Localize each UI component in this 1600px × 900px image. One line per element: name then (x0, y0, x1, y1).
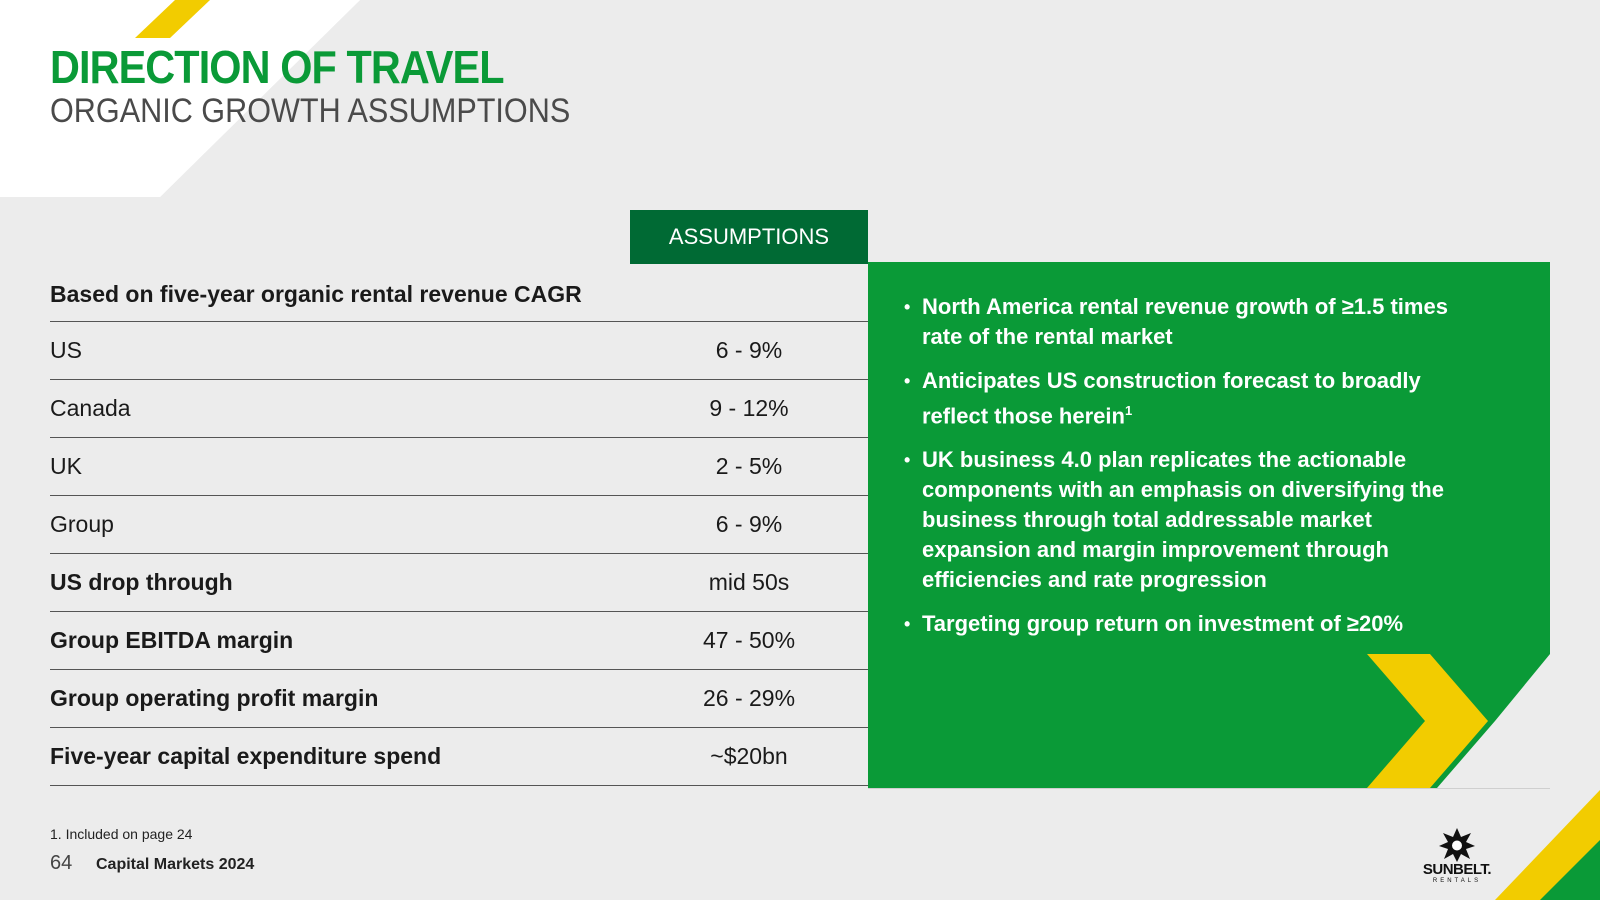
table-row (50, 380, 868, 438)
table-row (50, 496, 868, 554)
footnote-marker: 1 (1124, 403, 1133, 418)
row-label: Canada (50, 395, 131, 421)
bullet-item: • UK business 4.0 plan replicates the actionable components with an emphasis on diversifying the business through total addressable market expansion and margin improvement through efficiencies and rate progression (904, 447, 1444, 593)
table-section-header (50, 268, 868, 322)
sunbelt-logo (1412, 828, 1502, 890)
row-value: 9 - 12% (709, 395, 789, 421)
divider (868, 788, 1550, 789)
highlights-list (900, 292, 1460, 653)
row-value: 47 - 50% (702, 627, 796, 653)
slide-subtitle: ORGANIC GROWTH ASSUMPTIONS (50, 92, 571, 130)
bullet-item: • Anticipates US construction forecast to broadly reflect those herein$^1$ (904, 368, 1421, 429)
assumptions-table (50, 268, 868, 786)
row-label: US drop through (50, 569, 233, 595)
row-label: Group (50, 511, 114, 537)
bullet-item: • Targeting group return on investment of ≥20% (904, 611, 1404, 637)
table-row (50, 322, 868, 380)
logo-subtext: RENTALS (1432, 878, 1482, 884)
logo-wordmark: SUNBELT. (1422, 861, 1492, 878)
row-label: UK (50, 453, 82, 479)
row-label: Group EBITDA margin (50, 627, 294, 653)
row-label: Five-year capital expenditure spend (50, 743, 442, 769)
section-header-label: Based on five-year organic rental revenue CAGR (50, 281, 582, 307)
row-value: 6 - 9% (715, 337, 783, 363)
event-name: Capital Markets 2024 (96, 856, 255, 873)
table-row (50, 612, 868, 670)
table-row (50, 438, 868, 496)
row-label: Group operating profit margin (50, 685, 379, 711)
assumptions-column-header: ASSUMPTIONS (630, 210, 868, 264)
slide-title: DIRECTION OF TRAVEL (50, 41, 504, 93)
row-label: US (50, 337, 82, 363)
table-row (50, 670, 868, 728)
row-value: mid 50s (708, 569, 790, 595)
footnote: 1. Included on page 24 (50, 826, 193, 842)
bullet-text: UK business 4.0 plan replicates the actionable components with an emphasis on diversifying the business through total addressable market expansion and margin improvement through efficiencies and rate progression (922, 447, 1444, 593)
row-value: 26 - 29% (702, 685, 796, 711)
row-value: 2 - 5% (715, 453, 783, 479)
bullet-text: North America rental revenue growth of ≥1.5 times rate of the rental market (922, 294, 1448, 349)
bullet-text: Targeting group return on investment of ≥20% (922, 611, 1404, 637)
table-row (50, 728, 868, 786)
bullet-item: • North America rental revenue growth of ≥1.5 times rate of the rental market (904, 294, 1448, 349)
table-row (50, 554, 868, 612)
page-number: 64 (50, 852, 73, 874)
sun-icon (1439, 828, 1475, 862)
bullet-text: Anticipates US construction forecast to broadly reflect those herein (922, 368, 1421, 429)
row-value: ~$20bn (710, 743, 788, 769)
row-value: 6 - 9% (715, 511, 783, 537)
